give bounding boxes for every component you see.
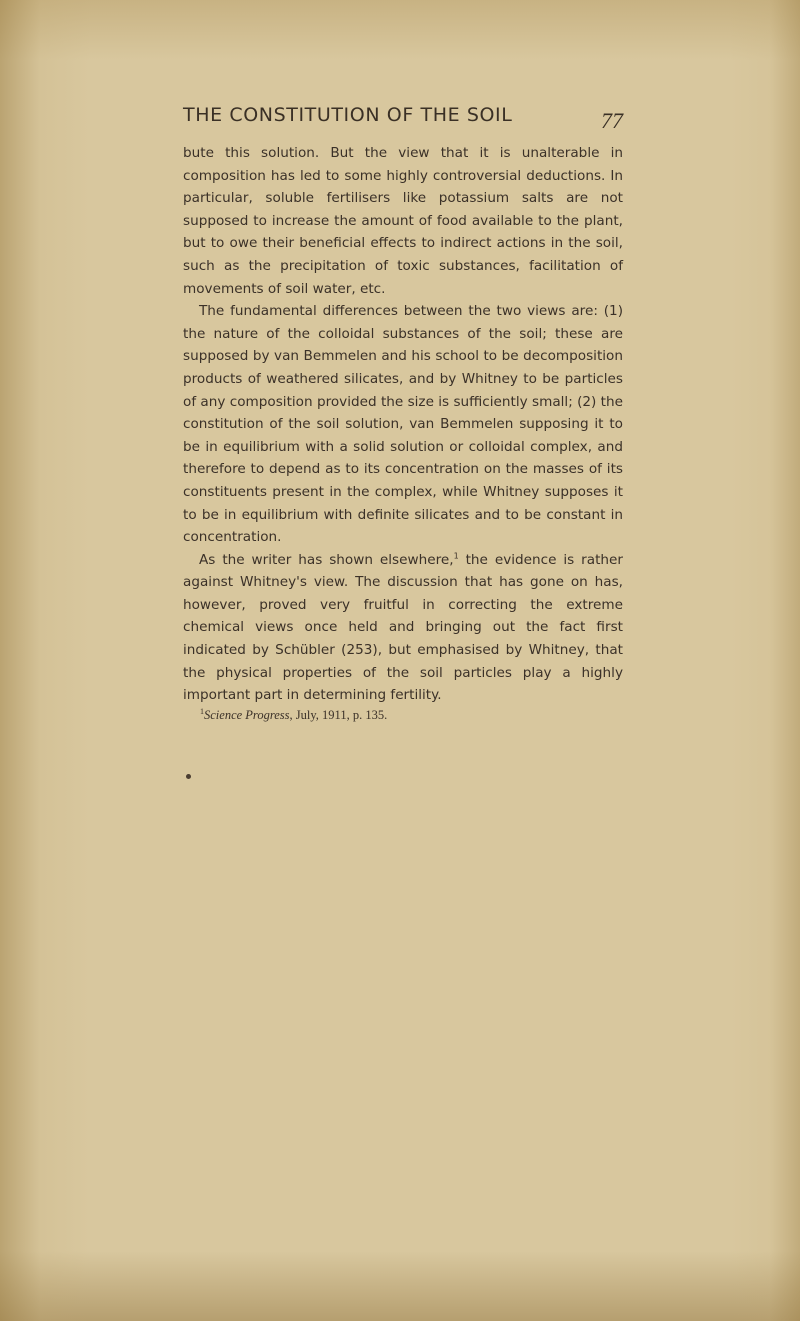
footnote-details: , July, 1911, p. 135.	[289, 708, 388, 722]
paragraph-2: The fundamental differences between the two views are: (1) the nature of the colloidal substances of the soil; these are supposed by van Bemmelen and his school to be decomposition products of weathered silicates, and by Whitney to be particles of any composition provided the size is sufficiently small; (2) the constitution of the soil solution, van Bemmelen supposing it to be in equilibrium with a solid solution or colloidal complex, and therefore to depend as to its concentration on the masses of its constituents present in the complex, while Whitney supposes it to be in equilibrium with definite silicates and to be constant in concentration.	[183, 303, 623, 546]
footnote-reference[interactable]: 1	[453, 551, 459, 561]
paragraph-3-text-before-note: As the writer has shown elsewhere,	[199, 551, 454, 568]
footnote	[200, 708, 620, 723]
footnote-source: Science Progress	[204, 708, 290, 722]
page-header	[183, 104, 623, 144]
body-text	[183, 142, 623, 707]
footnote-mark: 1	[200, 706, 204, 716]
ink-speck	[186, 774, 191, 779]
paragraph-3	[183, 549, 623, 707]
running-head: THE CONSTITUTION OF THE SOIL	[183, 104, 513, 126]
paragraph-3-text-after-note: the evidence is rather against Whitney's view. The discussion that has gone on has, however, proved very fruitful in correcting the extreme chemical views once held and bringing out the fact first indicated by Schübler (253), but emphasised by Whitney, that the physical properties of the soil particles play a highly important part in determining fertility.	[183, 551, 623, 704]
page-number: 77	[601, 108, 623, 133]
paragraph-1: bute this solution. But the view that it is unalterable in composition has led to some highly controversial deductions. In particular, soluble fertilisers like potassium salts are not supposed to increase the amount of food available to the plant, but to owe their beneficial effects to indirect actions in the soil, such as the precipitation of toxic substances, facilitation of movements of soil water, etc.	[183, 145, 623, 297]
